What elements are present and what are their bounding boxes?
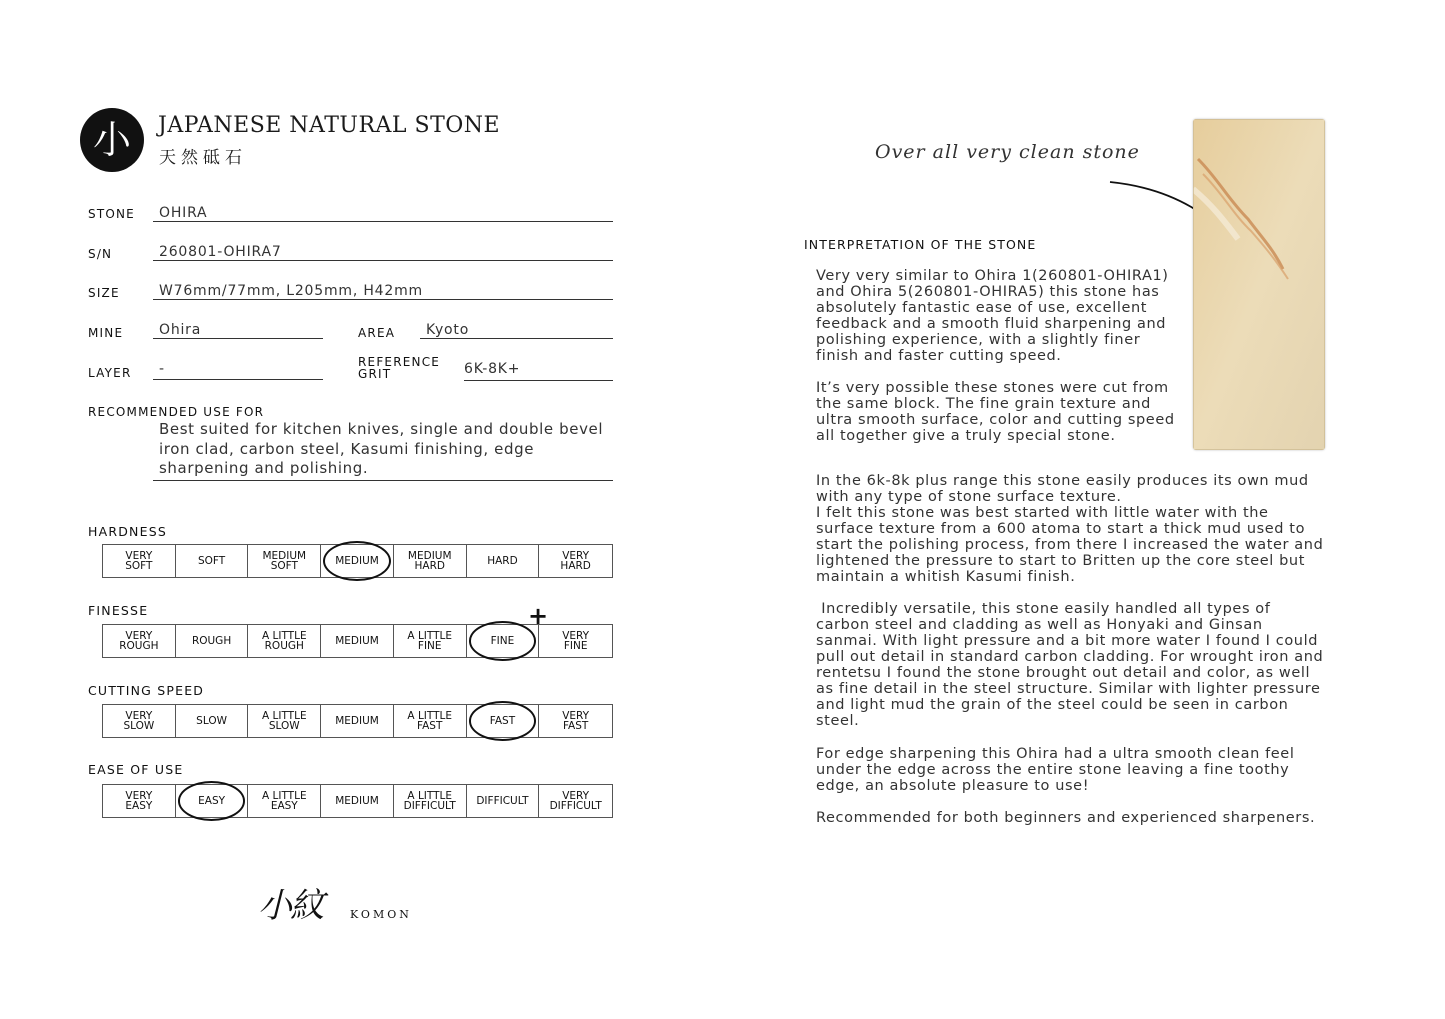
grit-label-line1: REFERENCE — [358, 355, 441, 369]
ease-of-use-option: DIFFICULT — [467, 785, 540, 817]
grit-value: 6K-8K+ — [464, 361, 521, 377]
mine-value: Ohira — [159, 322, 202, 338]
size-value: W76mm/77mm, L205mm, H42mm — [159, 283, 423, 299]
cutting-speed-option: FAST — [467, 705, 540, 737]
interpretation-paragraph-4: Incredibly versatile, this stone easily handled all types of carbon steel and cladding as well as Honyaki and Ginsan sanmai. With light pressure and a bit more water I found I could pull out detail in standard carbon cladding. For wrought iron and rentetsu I found the stone brought out detail and color, as well as fine detail in the steel structure. Similar with lighter pressure and light mud the grain of the steel could be seen in carbon steel. — [816, 601, 1329, 729]
finesse-option: MEDIUM — [321, 625, 394, 657]
cutting-speed-option: A LITTLE FAST — [394, 705, 467, 737]
grit-underline — [464, 380, 613, 381]
layer-label: LAYER — [88, 366, 132, 380]
interpretation-paragraph-5: For edge sharpening this Ohira had a ultra smooth clean feel under the edge across the entire stone leaving a fine toothy edge, an absolute pleasure to use! — [816, 746, 1295, 794]
cutting-speed-option: SLOW — [176, 705, 249, 737]
cutting-speed-option: VERY SLOW — [103, 705, 176, 737]
brand-kanji: 天然砥石 — [159, 148, 247, 168]
area-underline — [420, 338, 613, 339]
area-value: Kyoto — [426, 322, 470, 338]
cutting-speed-option: MEDIUM — [321, 705, 394, 737]
ease-of-use-option: A LITTLE EASY — [248, 785, 321, 817]
sn-label: S/N — [88, 247, 113, 261]
recommended-use-label: RECOMMENDED USE FOR — [88, 405, 265, 419]
hardness-option: SOFT — [176, 545, 249, 577]
cutting-speed-title: CUTTING SPEED — [88, 683, 205, 698]
mine-underline — [153, 338, 323, 339]
finesse-title: FINESSE — [88, 603, 149, 618]
grit-label-line2: GRIT — [358, 367, 392, 381]
finesse-plus-mark: + — [528, 602, 549, 630]
hardness-option: VERY HARD — [560, 550, 591, 572]
recommended-use-underline — [153, 480, 613, 481]
ease-of-use-option: VERY DIFFICULT — [549, 790, 602, 812]
finesse-option: A LITTLE FINE — [394, 625, 467, 657]
hardness-option: MEDIUM SOFT — [248, 545, 321, 577]
hardness-title: HARDNESS — [88, 524, 167, 539]
ease-of-use-option: VERY EASY — [103, 785, 176, 817]
ease-of-use-option: EASY — [176, 785, 249, 817]
callout-note: Over all very clean stone — [875, 141, 1140, 163]
ease-of-use-title: EASE OF USE — [88, 762, 184, 777]
size-label: SIZE — [88, 286, 120, 300]
hardness-scale — [102, 544, 613, 578]
mine-label: MINE — [88, 326, 124, 340]
cutting-speed-option: VERY FAST — [562, 710, 590, 732]
hardness-option: MEDIUM — [321, 545, 394, 577]
brand-title: JAPANESE NATURAL STONE — [158, 113, 501, 138]
layer-underline — [153, 379, 323, 380]
brand-logo-mark — [80, 108, 144, 172]
sn-underline — [153, 260, 613, 261]
interpretation-title: INTERPRETATION OF THE STONE — [804, 237, 1037, 252]
finesse-option: ROUGH — [176, 625, 249, 657]
sn-value: 260801-OHIRA7 — [159, 244, 282, 260]
ease-of-use-option: MEDIUM — [321, 785, 394, 817]
finesse-option: FINE — [467, 625, 540, 657]
interpretation-paragraph-6: Recommended for both beginners and experienced sharpeners. — [816, 810, 1316, 826]
interpretation-paragraph-3: In the 6k-8k plus range this stone easily produces its own mud with any type of stone surface texture. I felt this stone was best started with little water with the surface texture from a 600 atoma to start a thick mud used to start the polishing process, from there I increased the water and lightened the pressure to start to Britten up the core steel but maintain a whitish Kasumi finish. — [816, 473, 1324, 585]
cutting-speed-scale — [102, 704, 613, 738]
finesse-option: VERY ROUGH — [103, 625, 176, 657]
stone-value: OHIRA — [159, 205, 208, 221]
komon-logo-glyphs: 小紋 — [258, 886, 322, 926]
ease-of-use-option: A LITTLE DIFFICULT — [394, 785, 467, 817]
stone-label: STONE — [88, 207, 135, 221]
area-label: AREA — [358, 326, 396, 340]
interpretation-paragraph-1: Very very similar to Ohira 1(260801-OHIRA1) and Ohira 5(260801-OHIRA5) this stone has absolutely fantastic ease of use, excellent feedback and a smooth fluid sharpening and polishing experience, with a slightly finer finish and faster cutting speed. — [816, 268, 1169, 364]
cutting-speed-option: A LITTLE SLOW — [248, 705, 321, 737]
finesse-option: VERY FINE — [562, 630, 590, 652]
finesse-option: A LITTLE ROUGH — [248, 625, 321, 657]
hardness-option: MEDIUM HARD — [394, 545, 467, 577]
grit-label — [358, 356, 440, 380]
hardness-option: HARD — [467, 545, 540, 577]
recommended-use-text: Best suited for kitchen knives, single and double bevel iron clad, carbon steel, Kasumi finishing, edge sharpening and polishing. — [159, 420, 604, 477]
size-underline — [153, 299, 613, 300]
interpretation-paragraph-2: It’s very possible these stones were cut from the same block. The fine grain texture and ultra smooth surface, color and cutting speed all together give a truly special stone. — [816, 380, 1175, 444]
stone-underline — [153, 221, 613, 222]
komon-logo-text: KOMON — [350, 908, 412, 921]
stone-photo — [1193, 119, 1325, 450]
brand-logo-glyph: 小 — [92, 118, 131, 162]
hardness-option: VERY SOFT — [103, 545, 176, 577]
layer-value: - — [159, 361, 165, 377]
ease-of-use-scale — [102, 784, 613, 818]
